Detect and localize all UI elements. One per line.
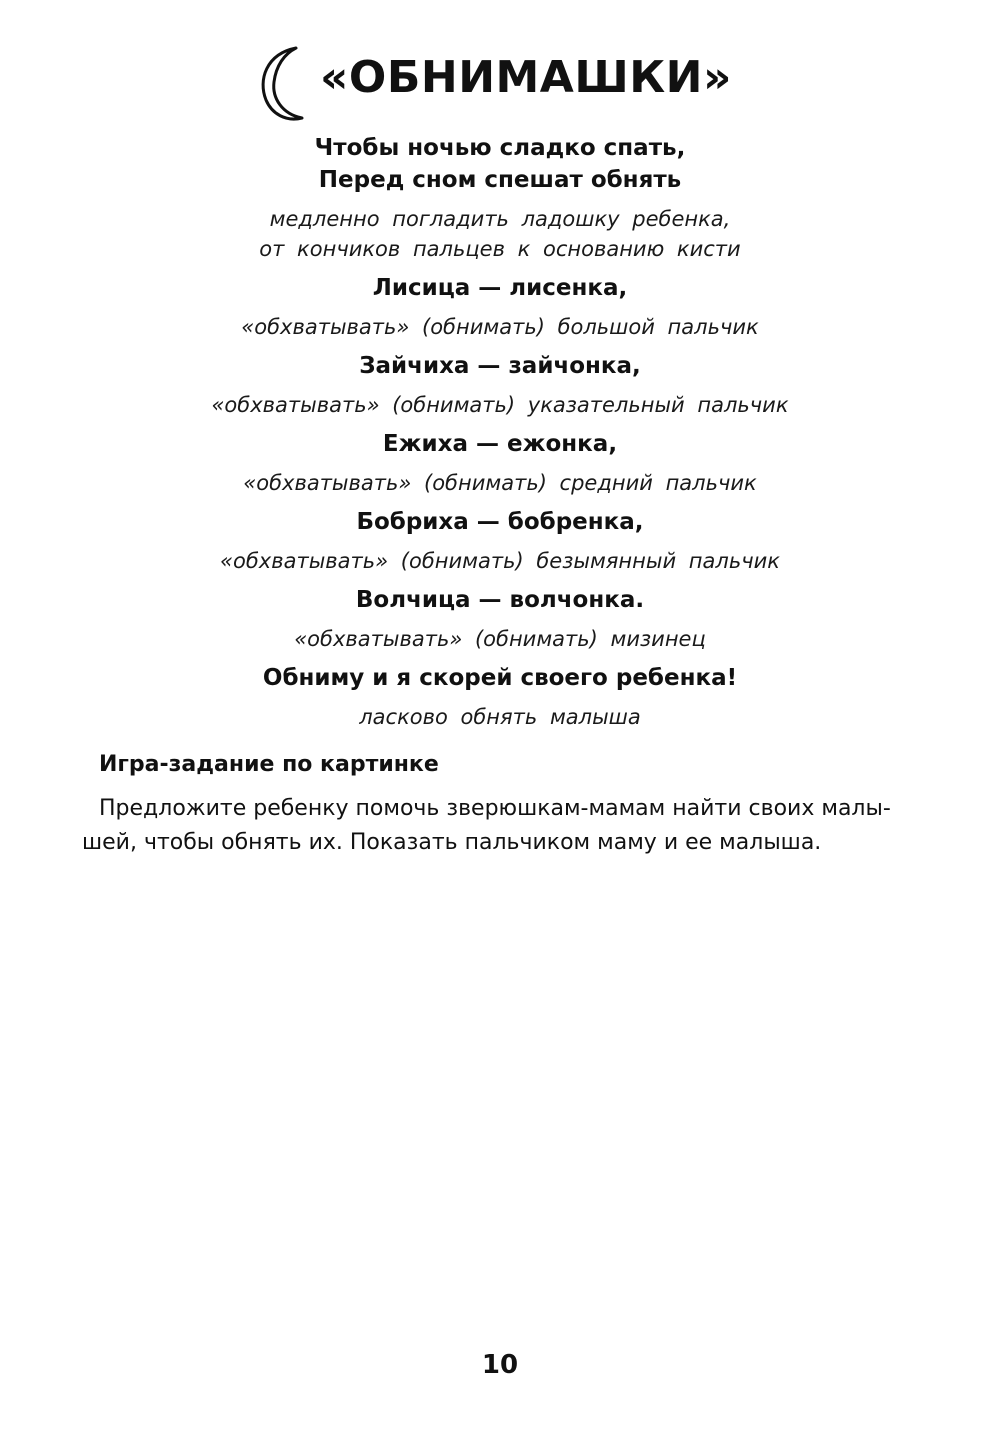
poem-line: Волчица — волчонка. [355,587,645,613]
instruction-line: медленно погладить ладошку ребенка, [269,207,731,231]
poem-line: Обниму и я скорей своего ребенка! [262,665,738,691]
page-title: «ОБНИМАШКИ» [320,52,732,103]
poem-line: Бобриха — бобренка, [356,509,644,535]
crescent-moon-icon [252,44,312,124]
poem-line: Лисица — лисенка, [372,275,628,301]
header [0,44,1000,124]
instruction-line: «обхватывать» (обнимать) средний пальчик [243,471,757,495]
task-heading: Игра-задание по картинке [99,752,439,777]
task-paragraph [82,792,929,860]
poem-line: Чтобы ночью сладко спать, [314,135,686,161]
instruction-line: «обхватывать» (обнимать) безымянный пальчик [220,549,780,573]
instruction-line: от кончиков пальцев к основанию кисти [259,237,741,261]
poem-line: Ежиха — ежонка, [382,431,618,457]
instruction-line: «обхватывать» (обнимать) указательный пальчик [211,393,789,417]
poem-line: Зайчиха — зайчонка, [359,353,641,379]
instruction-line: «обхватывать» (обнимать) мизинец [294,627,706,651]
instruction-line: «обхватывать» (обнимать) большой пальчик [241,315,759,339]
task-line: Предложите ребенку помочь зверюшкам-мамам найти своих малы- [99,796,891,821]
page-number: 10 [481,1350,519,1380]
poem-line: Перед сном спешат обнять [318,167,682,193]
poem [0,132,1000,732]
instruction-line: ласково обнять малыша [359,705,641,729]
task-line: шей, чтобы обнять их. Показать пальчиком маму и ее малыша. [82,830,822,855]
